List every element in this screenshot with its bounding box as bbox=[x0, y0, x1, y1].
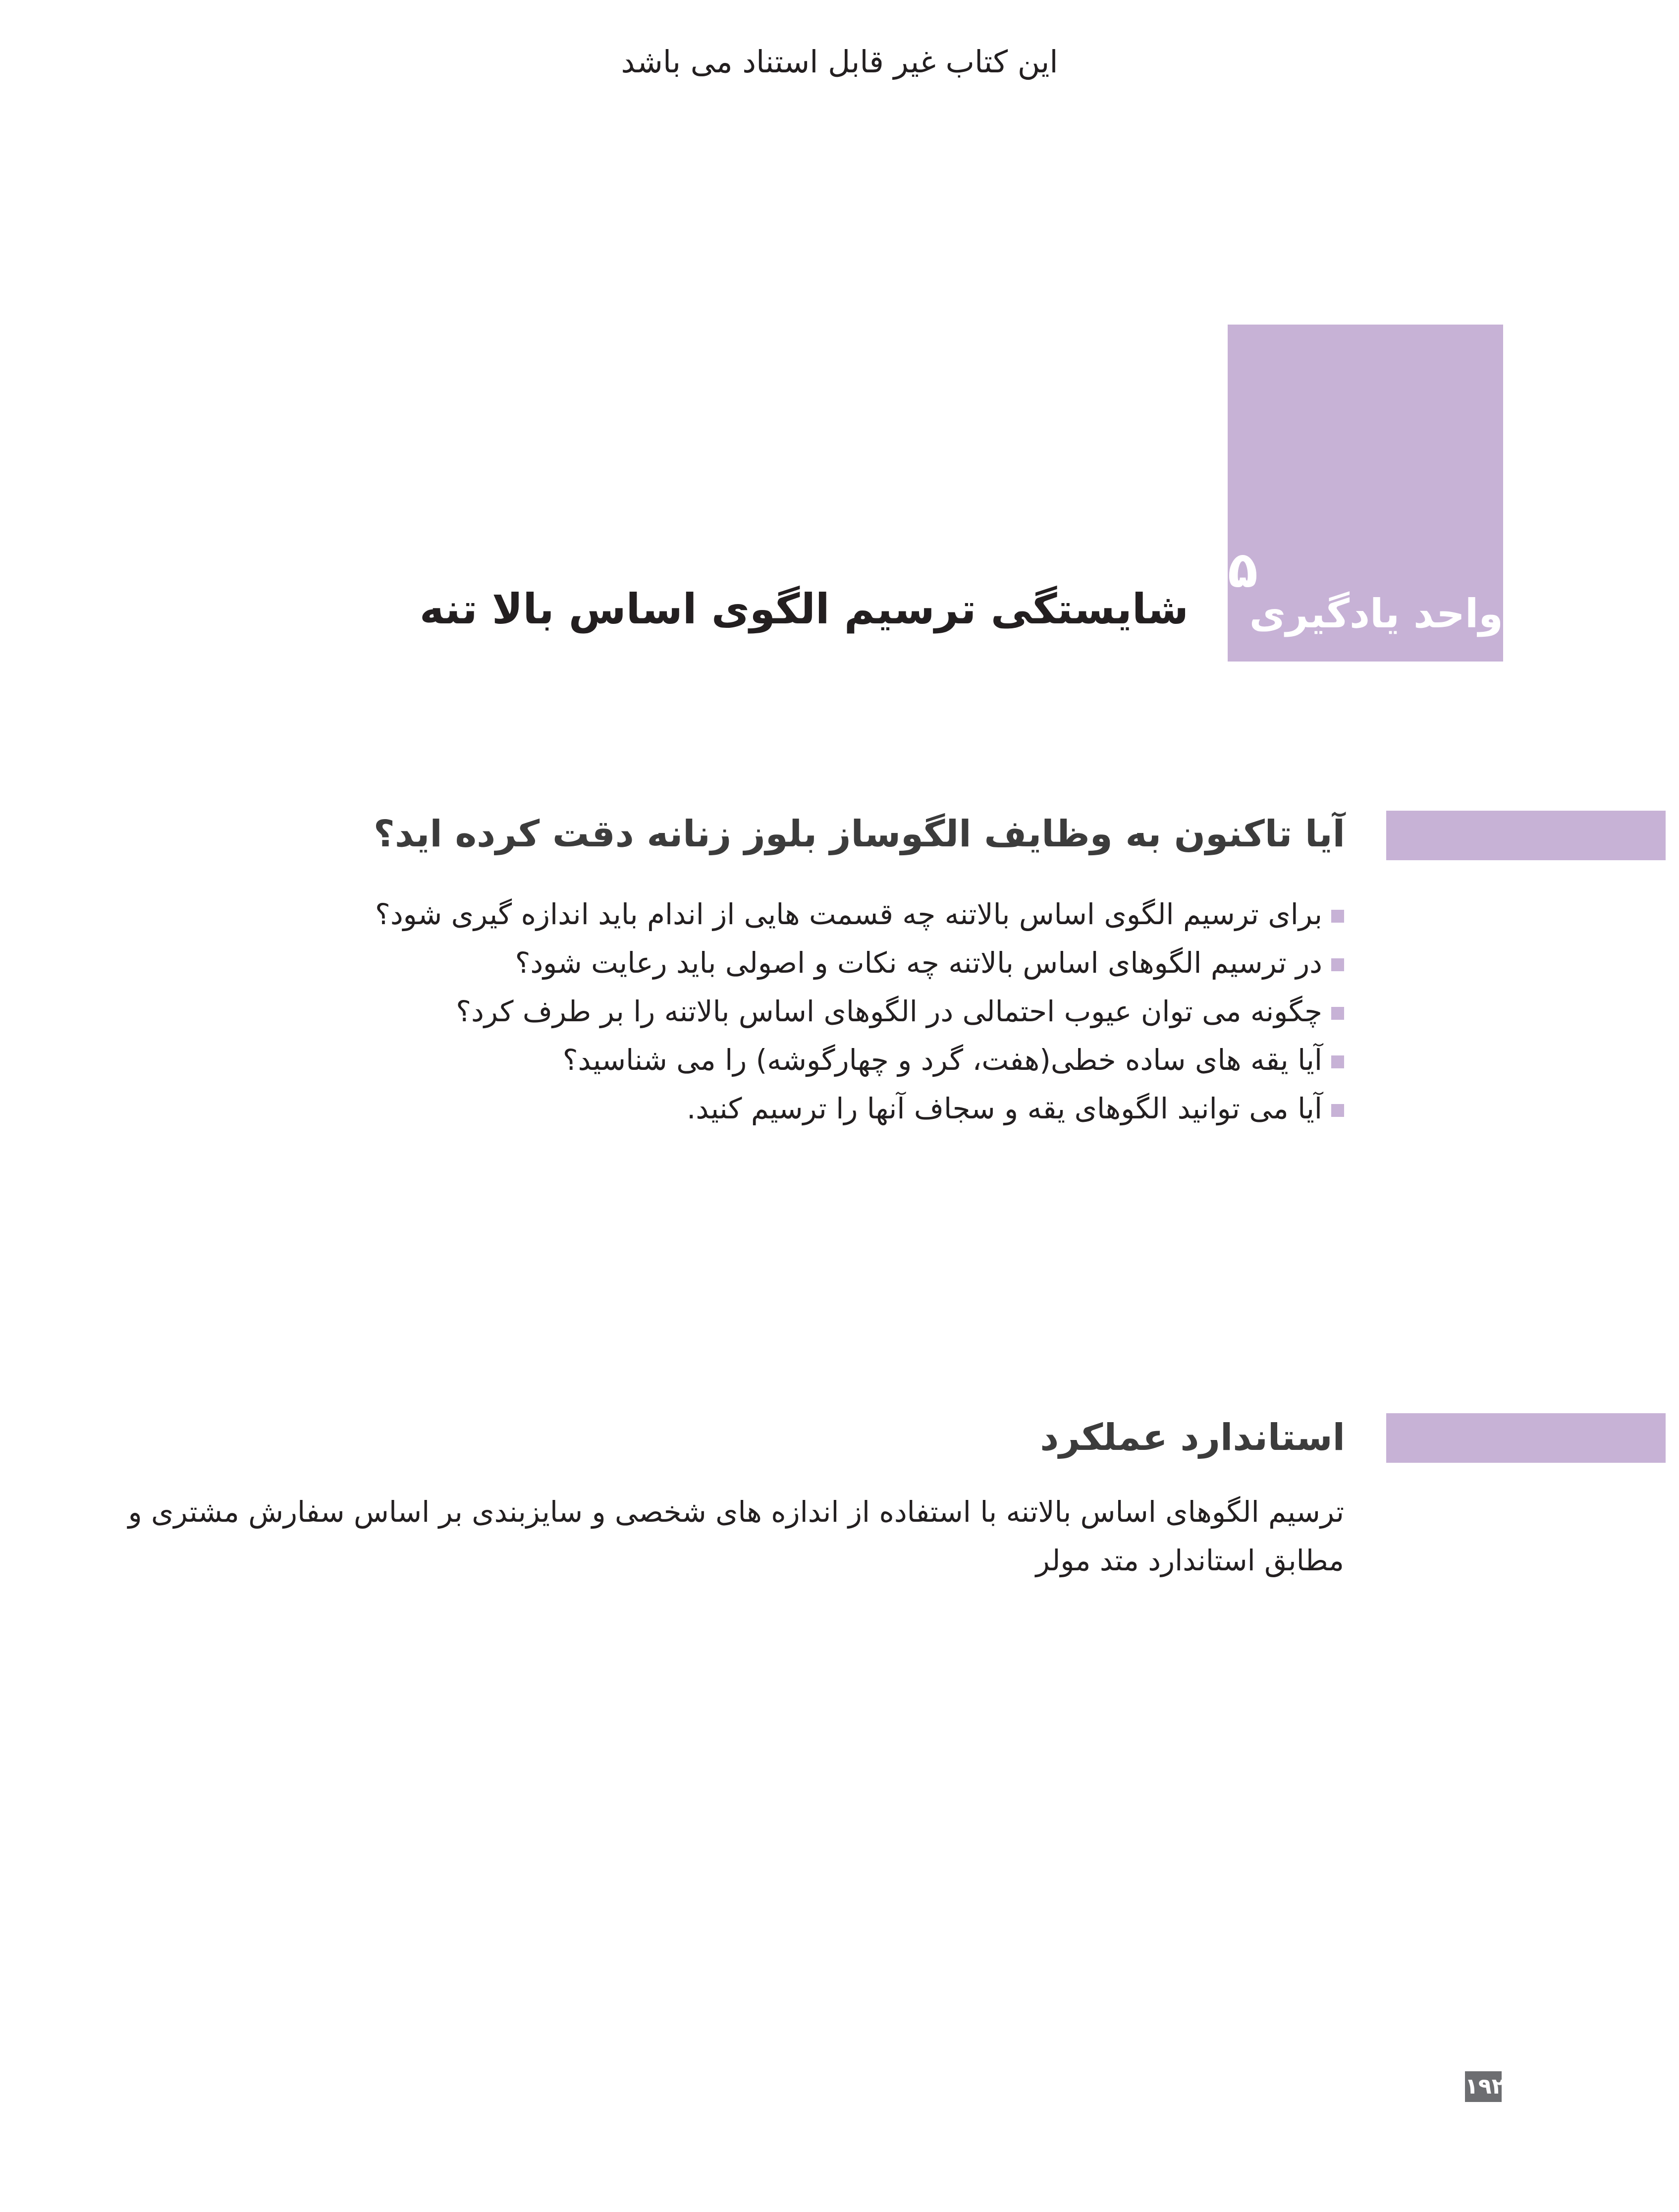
unit-title: شایستگی ترسیم الگوی اساس بالا تنه bbox=[419, 585, 1189, 633]
questions-heading: آیا تاکنون به وظایف الگوساز بلوز زنانه دقت کرده اید؟ bbox=[373, 813, 1345, 855]
questions-accent-bar bbox=[1386, 811, 1666, 860]
square-bullet-icon bbox=[1331, 1007, 1344, 1020]
unit-label: واحد یادگیری bbox=[1249, 591, 1503, 637]
square-bullet-icon bbox=[1331, 1104, 1344, 1117]
standard-accent-bar bbox=[1386, 1413, 1666, 1463]
question-text: چگونه می توان عیوب احتمالی در الگوهای اساس بالاتنه را بر طرف کرد؟ bbox=[456, 995, 1322, 1028]
standard-heading: استاندارد عملکرد bbox=[1040, 1416, 1345, 1459]
question-text: برای ترسیم الگوی اساس بالاتنه چه قسمت هایی از اندام باید اندازه گیری شود؟ bbox=[375, 897, 1322, 931]
square-bullet-icon bbox=[1331, 958, 1344, 971]
question-text: در ترسیم الگوهای اساس بالاتنه چه نکات و اصولی باید رعایت شود؟ bbox=[515, 946, 1322, 980]
standard-paragraph bbox=[120, 1488, 1344, 1585]
question-text: آیا یقه های ساده خطی(هفت، گرد و چهارگوشه) را می شناسید؟ bbox=[562, 1043, 1322, 1077]
list-item bbox=[254, 987, 1344, 1036]
list-item bbox=[254, 1084, 1344, 1133]
standard-line-2: مطابق استاندارد متد مولر bbox=[1035, 1544, 1344, 1577]
header-note: این کتاب غیر قابل استناد می باشد bbox=[621, 44, 1058, 80]
standard-line-1: ترسیم الگوهای اساس بالاتنه با استفاده از اندازه های شخصی و سایزبندی بر اساس سفارش مشتری و bbox=[128, 1495, 1344, 1529]
list-item bbox=[254, 890, 1344, 939]
list-item bbox=[254, 1036, 1344, 1084]
square-bullet-icon bbox=[1331, 1055, 1344, 1068]
page-number: ۱۹۲ bbox=[1465, 2071, 1502, 2102]
list-item bbox=[254, 939, 1344, 987]
square-bullet-icon bbox=[1331, 910, 1344, 923]
questions-list bbox=[254, 890, 1344, 1133]
question-text: آیا می توانید الگوهای یقه و سجاف آنها را ترسیم کنید. bbox=[687, 1092, 1322, 1125]
unit-number: ۵ bbox=[1228, 541, 1258, 599]
